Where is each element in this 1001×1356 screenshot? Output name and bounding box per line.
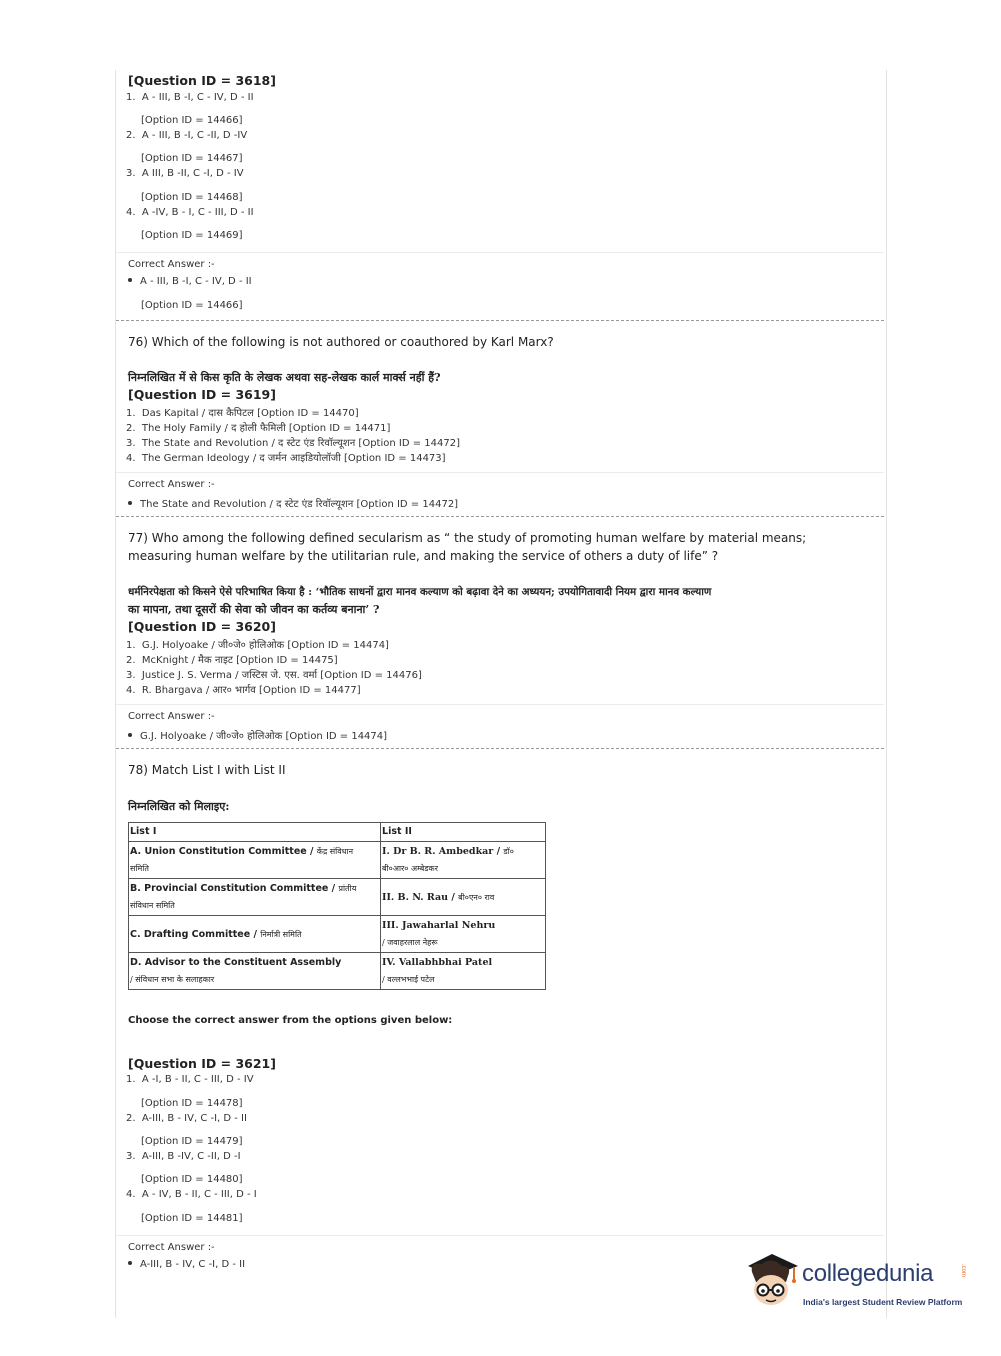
option-2: 2. A-III, B - IV, C -I, D - II: [126, 1113, 247, 1124]
option-id: [Option ID = 14478]: [141, 1098, 243, 1109]
divider: [116, 472, 884, 473]
correct-answer-label: Correct Answer :-: [128, 711, 215, 722]
question-id: [Question ID = 3620]: [128, 619, 276, 634]
correct-answer: A - III, B -I, C - IV, D - II: [128, 276, 252, 287]
logo-tagline: India's largest Student Review Platform: [803, 1297, 963, 1307]
match-table: [128, 822, 546, 990]
question-separator: [116, 320, 884, 321]
table-cell-list-2: IV. Vallabhbhai Patel / वल्लभभाई पटेल: [381, 953, 546, 990]
correct-answer-label: Correct Answer :-: [128, 1242, 215, 1253]
option-id: [Option ID = 14468]: [141, 192, 243, 203]
divider: [116, 252, 884, 253]
option-2: 2. The Holy Family / द होली फैमिली [Option ID = 14471]: [126, 423, 391, 434]
option-4: 4. R. Bhargava / आर० भार्गव [Option ID = 14477]: [126, 685, 361, 696]
table-row: [129, 953, 546, 990]
table-row: [129, 916, 546, 953]
bullet-icon: [128, 1261, 132, 1265]
option-id: [Option ID = 14481]: [141, 1213, 243, 1224]
option-1: 1. Das Kapital / दास कैपिटल [Option ID = 14470]: [126, 408, 359, 419]
question-title-line-1: 77) Who among the following defined secularism as “ the study of promoting human welfare by material means;: [128, 531, 807, 545]
logo-wordmark: collegedunia: [802, 1260, 934, 1287]
question-hindi-line-1: धर्मनिरपेक्षता को किसने ऐसे परिभाषित किया है : ‘भौतिक साधनों द्वारा मानव कल्याण को बढ़ावा देने का अध्ययन; उपयोगितावादी नियम द्वारा मानव कल्याण: [128, 586, 712, 598]
question-id: [Question ID = 3618]: [128, 73, 276, 88]
question-title-line-2: measuring human welfare by the utilitarian rule, and making the service of others a duty of life” ?: [128, 549, 719, 563]
question-id: [Question ID = 3619]: [128, 387, 276, 402]
correct-answer: A-III, B - IV, C -I, D - II: [128, 1259, 245, 1270]
question-id: [Question ID = 3621]: [128, 1056, 276, 1071]
table-cell-list-2: III. Jawaharlal Nehru / जवाहरलाल नेहरू: [381, 916, 546, 953]
option-3: 3. Justice J. S. Verma / जस्टिस जे. एस. वर्मा [Option ID = 14476]: [126, 670, 422, 681]
question-title: 78) Match List I with List II: [128, 763, 286, 777]
bullet-icon: [128, 733, 132, 737]
option-id: [Option ID = 14469]: [141, 230, 243, 241]
table-header-list-1: List I: [129, 823, 381, 842]
logo-suffix: .com: [960, 1264, 966, 1278]
question-separator: [116, 748, 884, 749]
option-id: [Option ID = 14479]: [141, 1136, 243, 1147]
option-id: [Option ID = 14467]: [141, 153, 243, 164]
option-3: 3. A III, B -II, C -I, D - IV: [126, 168, 244, 179]
table-row: [129, 842, 546, 879]
option-1: 1. A - III, B -I, C - IV, D - II: [126, 92, 254, 103]
mascot-icon: [742, 1252, 800, 1310]
option-3: 3. A-III, B -IV, C -II, D -I: [126, 1151, 241, 1162]
option-4: 4. A - IV, B - II, C - III, D - I: [126, 1189, 257, 1200]
option-id: [Option ID = 14466]: [141, 300, 243, 311]
correct-answer: The State and Revolution / द स्टेट एंड रिवॉल्यूशन [Option ID = 14472]: [128, 496, 458, 510]
table-header-row: [129, 823, 546, 842]
table-cell-list-1: B. Provincial Constitution Committee / प्रांतीय संविधान समिति: [129, 879, 381, 916]
option-1: 1. A -I, B - II, C - III, D - IV: [126, 1074, 254, 1085]
table-cell-list-1: D. Advisor to the Constituent Assembly / संविधान सभा के सलाहकार: [129, 953, 381, 990]
table-header-list-2: List II: [381, 823, 546, 842]
option-4: 4. The German Ideology / द जर्मन आइडियोलॉजी [Option ID = 14473]: [126, 453, 446, 464]
table-cell-list-2: I. Dr B. R. Ambedkar / डॉ० बी०आर० अम्बेडकर: [381, 842, 546, 879]
option-3: 3. The State and Revolution / द स्टेट एंड रिवॉल्यूशन [Option ID = 14472]: [126, 438, 460, 449]
bullet-icon: [128, 501, 132, 505]
instruction: Choose the correct answer from the options given below:: [128, 1015, 453, 1026]
question-hindi: निम्नलिखित को मिलाइए:: [128, 800, 230, 813]
question-hindi-line-2: का मापना, तथा दूसरों की सेवा को जीवन का कर्तव्य बनाना’ ?: [128, 603, 380, 616]
option-id: [Option ID = 14480]: [141, 1174, 243, 1185]
correct-answer-label: Correct Answer :-: [128, 479, 215, 490]
option-2: 2. A - III, B -I, C -II, D -IV: [126, 130, 248, 141]
bullet-icon: [128, 278, 132, 282]
table-cell-list-1: A. Union Constitution Committee / केंद्र संविधान समिति: [129, 842, 381, 879]
question-hindi: निम्नलिखित में से किस कृति के लेखक अथवा सह-लेखक कार्ल मार्क्स नहीं हैं?: [128, 371, 441, 384]
table-row: [129, 879, 546, 916]
table-cell-list-1: C. Drafting Committee / निर्मात्री समिति: [129, 916, 381, 953]
question-title: 76) Which of the following is not authored or coauthored by Karl Marx?: [128, 335, 554, 349]
divider: [116, 1235, 884, 1236]
divider: [116, 704, 884, 705]
correct-answer-label: Correct Answer :-: [128, 259, 215, 270]
collegedunia-logo: [742, 1252, 972, 1312]
option-2: 2. McKnight / मैक नाइट [Option ID = 14475]: [126, 655, 338, 666]
option-4: 4. A -IV, B - I, C - III, D - II: [126, 207, 254, 218]
table-cell-list-2: II. B. N. Rau / बी०एन० राव: [381, 879, 546, 916]
correct-answer: G.J. Holyoake / जी०जे० होलिओक [Option ID = 14474]: [128, 728, 387, 742]
question-separator: [116, 516, 884, 517]
option-1: 1. G.J. Holyoake / जी०जे० होलिओक [Option ID = 14474]: [126, 640, 389, 651]
option-id: [Option ID = 14466]: [141, 115, 243, 126]
